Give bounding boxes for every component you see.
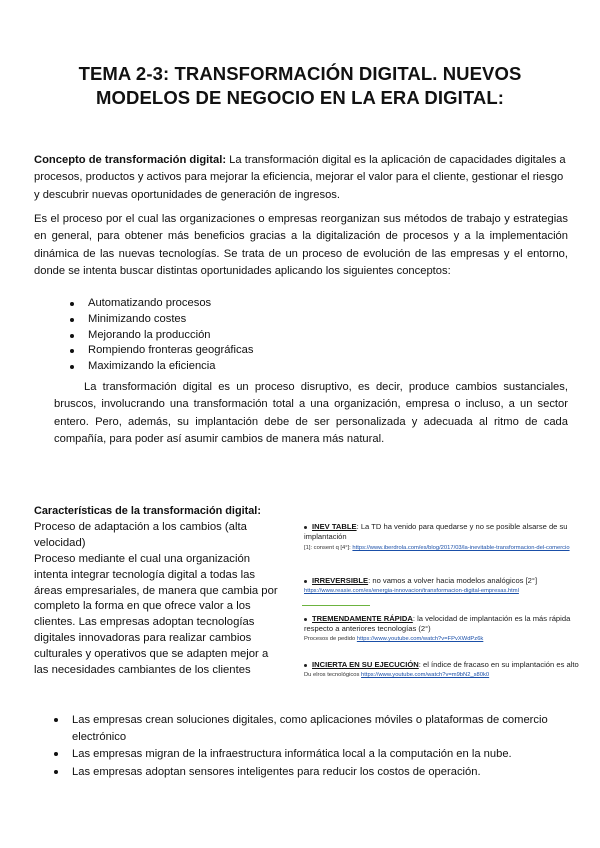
characteristics-line-2: Proceso mediante el cual una organización intenta integrar tecnología digital a todas las áreas empresariales, de manera que cambia por completo la forma en que ofrece valor a los clientes. Las empresas adoptan tecnologías digitales innovadoras para realizar cambios culturales y operativos que se adapten mejor a las necesidades cambiantes de los clientes <box>34 552 278 677</box>
image-source-1: [1]: consent q [4°]: https://www.iberdrola.com/es/blog/2017/03/la-inevitable-transformacion-del-comercio <box>304 545 570 551</box>
list-item: Las empresas crean soluciones digitales, como aplicaciones móviles o plataformas de comercio electrónico <box>54 712 594 746</box>
list-item: Maximizando la eficiencia <box>70 359 370 375</box>
bullet-icon <box>304 618 307 621</box>
list-item: Las empresas adoptan sensores inteligentes para reducir los costos de operación. <box>54 764 594 781</box>
concept-label: Concepto de transformación digital: <box>34 154 227 166</box>
page-title <box>40 62 560 110</box>
bullet-icon <box>304 526 307 529</box>
image-source-2 <box>304 587 580 595</box>
characteristics-line-1: Proceso de adaptación a los cambios (alta velocidad) <box>34 520 247 549</box>
list-item: Las empresas migran de la infraestructura informática local a la computación en la nube. <box>54 746 594 763</box>
list-item: Mejorando la producción <box>70 328 370 344</box>
bullet-icon <box>304 664 307 667</box>
image-item-4: INCIERTA EN SU EJECUCIÓN: el índice de fracaso en su implantación es alto <box>304 660 580 670</box>
list-item: Automatizando procesos <box>70 296 370 312</box>
image-item-2: IRREVERSIBLE: no vamos a volver hacia modelos analógicos [2°] <box>304 576 580 586</box>
bullet-icon <box>304 580 307 583</box>
source-link[interactable]: https://www.reasie.com/es/energia-innovacion/transformacion-digital-empresas.html <box>304 588 519 594</box>
disruptive-paragraph: La transformación digital es un proceso disruptivo, es decir, produce cambios sustanciales, bruscos, involucrando una transformación total a una organización, empresa o incluso, a un sector entero. Pero, además, su implantación debe de ser personalizada y adecuada al ritmo de cada compañía, para poder así asumir cambios de manera más natural. <box>54 381 568 446</box>
image-source-3: Procesos de pedido https://www.youtube.com/watch?v=FPvXWdPz6k <box>304 636 484 642</box>
list-item: Rompiendo fronteras geográficas <box>70 343 370 359</box>
list-item: Minimizando costes <box>70 312 370 328</box>
source-link[interactable]: https://www.youtube.com/watch?v=m9bN2_s80k0 <box>361 672 490 678</box>
source-link[interactable]: https://www.youtube.com/watch?v=FPvXWdPz6k <box>356 636 484 642</box>
source-link[interactable]: https://www.iberdrola.com/es/blog/2017/03/la-inevitable-transformacion-del-comercio <box>352 545 570 551</box>
concepts-list <box>70 296 370 375</box>
title-line-1: TEMA 2-3: TRANSFORMACIÓN DIGITAL. NUEVOS <box>78 63 522 84</box>
image-item-3: TREMENDAMENTE RÁPIDA: la velocidad de implantación es la más rápida respecto a anteriores tecnologías (2°) <box>304 614 571 633</box>
process-paragraph: Es el proceso por el cual las organizaciones o empresas reorganizan sus métodos de trabajo y estrategias en general, para obtener más beneficios gracias a la digitalización de procesos y a la implementación dinámica de las nuevas tecnologías. Se trata de un proceso de evolución de las empresas y el entorno, donde se intenta buscar distintas oportunidades aplicando los siguientes conceptos: <box>34 213 568 278</box>
title-line-2: MODELOS DE NEGOCIO EN LA ERA DIGITAL: <box>96 87 504 108</box>
characteristics-section <box>34 504 284 679</box>
concept-text: La transformación digital es la aplicación de capacidades digitales a procesos, productos y activos para mejorar la eficiencia, mejorar el valor para el cliente, gestionar el riesgo y descubrir nuevas oportunidades de generación de ingresos. <box>34 154 566 201</box>
examples-list <box>54 712 594 781</box>
concept-paragraph <box>34 152 568 204</box>
characteristics-heading: Características de la transformación digital: <box>34 505 261 517</box>
image-item-1: INEV TABLE: La TD ha venido para quedarse y no se posible alsarse de su implantación <box>304 522 568 541</box>
characteristics-image <box>300 518 584 684</box>
image-source-4: Du elros tecnológicos https://www.youtube.com/watch?v=m9bN2_s80k0 <box>304 672 490 678</box>
